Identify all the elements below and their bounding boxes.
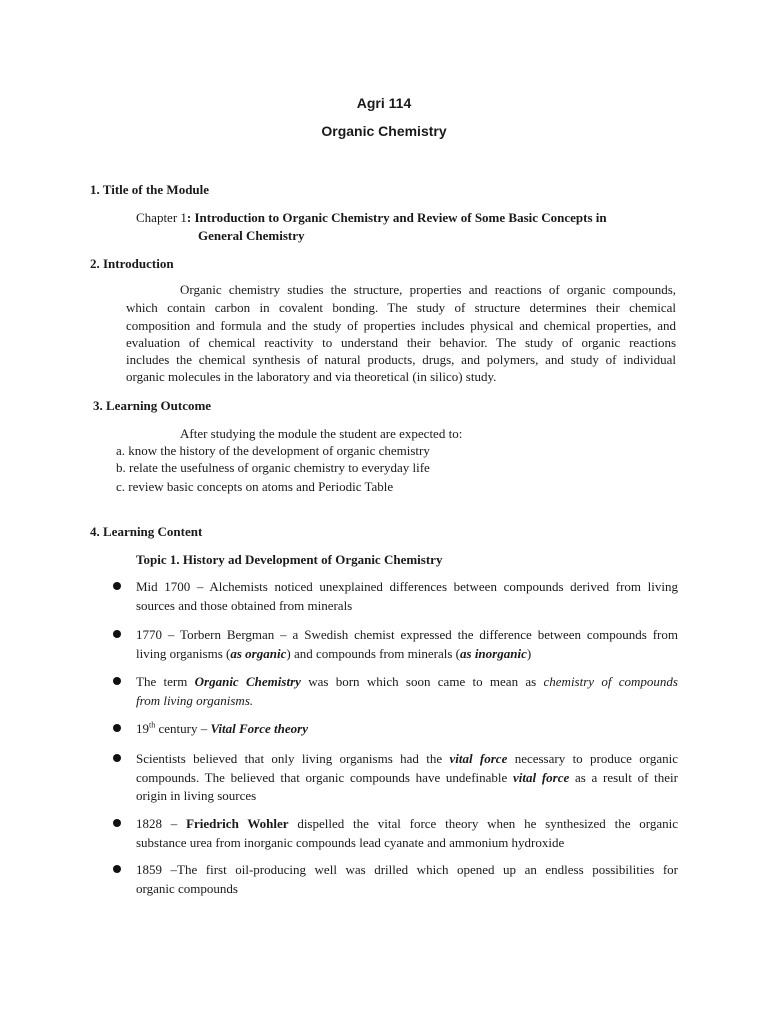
text-run: ) (526, 646, 532, 661)
bullet-dot (113, 754, 121, 762)
definition-italic: chemistry of compounds (543, 674, 678, 689)
term-as-inorganic: as inorganic (460, 646, 527, 661)
term-vital-force: vital force (449, 751, 508, 766)
intro-line-4: evaluation of chemical reactivity to understand their behavior. The study of organic reactions (126, 335, 676, 350)
section-2-heading: 2. Introduction (90, 256, 174, 271)
bullet-5-line-1 (136, 750, 678, 768)
name-friedrich-wohler: Friedrich Wohler (186, 816, 289, 831)
bullet-6-line-2: substance urea from inorganic compounds lead cyanate and ammonium hydroxide (136, 835, 565, 850)
bullet-1-line-2: sources and those obtained from minerals (136, 598, 353, 613)
bullet-1-line-1: Mid 1700 – Alchemists noticed unexplained differences between compounds derived from living (136, 579, 678, 594)
bullet-7-line-1: 1859 –The first oil-producing well was drilled which opened up an endless possibilities for (136, 862, 678, 877)
bullet-dot (113, 630, 121, 638)
bullet-dot (113, 819, 121, 827)
outcome-intro: After studying the module the student are expected to: (180, 426, 463, 441)
section-1-heading: 1. Title of the Module (90, 182, 210, 197)
chapter-prefix: Chapter 1 (136, 210, 187, 225)
course-code: Agri 114 (356, 95, 412, 111)
term-organic-chemistry: Organic Chemistry (194, 674, 301, 689)
bullet-3-line-1 (136, 673, 678, 691)
text-run: dispelled the vital force theory when he synthesized the organic (288, 816, 679, 831)
term-as-organic: as organic (230, 646, 287, 661)
bullet-4-line-1 (136, 720, 678, 738)
text-run: 1828 – (136, 816, 187, 831)
intro-line-6: organic molecules in the laboratory and via theoretical (in silico) study. (126, 369, 497, 384)
intro-line-3: composition and formula and the study of properties includes physical and chemical properties, and (126, 318, 676, 333)
text-run: necessary to produce organic (507, 751, 678, 766)
text-run: compounds. The believed that organic compounds have undefinable (136, 770, 514, 785)
chapter-title-line-2: General Chemistry (198, 228, 305, 243)
intro-line-5: includes the chemical synthesis of natural products, drugs, and polymers, and study of individual (126, 352, 676, 367)
text-run: Scientists believed that only living organisms had the (136, 751, 450, 766)
bullet-dot (113, 865, 121, 873)
outcome-item-c: c. review basic concepts on atoms and Periodic Table (116, 479, 394, 494)
section-4-heading: 4. Learning Content (90, 524, 203, 539)
bullet-dot (113, 677, 121, 685)
bullet-5-line-2 (136, 769, 678, 787)
intro-line-1: Organic chemistry studies the structure, properties and reactions of organic compounds, (180, 282, 676, 297)
bullet-2-line-2 (136, 645, 678, 663)
bullet-7-line-2: organic compounds (136, 881, 238, 896)
outcome-item-a: a. know the history of the development of organic chemistry (116, 443, 430, 458)
bullet-3-line-2: from living organisms. (136, 693, 254, 708)
intro-line-2: which contain carbon in covalent bonding. The study of structure determines their chemical (126, 300, 676, 315)
course-title: Organic Chemistry (321, 123, 447, 139)
text-run: century – (155, 721, 211, 736)
bullet-dot (113, 582, 121, 590)
section-3-heading: 3. Learning Outcome (93, 398, 212, 413)
bullet-dot (113, 724, 121, 732)
text-run: living organisms ( (136, 646, 231, 661)
text-run: was born which soon came to mean as (300, 674, 544, 689)
term-vital-force-theory: Vital Force theory (210, 721, 308, 736)
text-run: ) and compounds from minerals ( (286, 646, 461, 661)
bullet-6-line-1 (136, 815, 678, 833)
text-run: as a result of their (569, 770, 678, 785)
term-vital-force: vital force (513, 770, 570, 785)
outcome-item-b: b. relate the usefulness of organic chemistry to everyday life (116, 460, 430, 475)
bullet-5-line-3: origin in living sources (136, 788, 257, 803)
topic-1-heading: Topic 1. History ad Development of Organic Chemistry (136, 552, 443, 567)
bullet-2-line-1: 1770 – Torbern Bergman – a Swedish chemist expressed the difference between compounds from (136, 627, 678, 642)
chapter-title-part-1: : Introduction to Organic Chemistry and Review of Some Basic Concepts in (186, 210, 607, 225)
text-run: 19 (136, 721, 149, 736)
text-run: The term (136, 674, 195, 689)
chapter-title-line-1 (136, 209, 696, 227)
superscript: th (149, 720, 156, 730)
